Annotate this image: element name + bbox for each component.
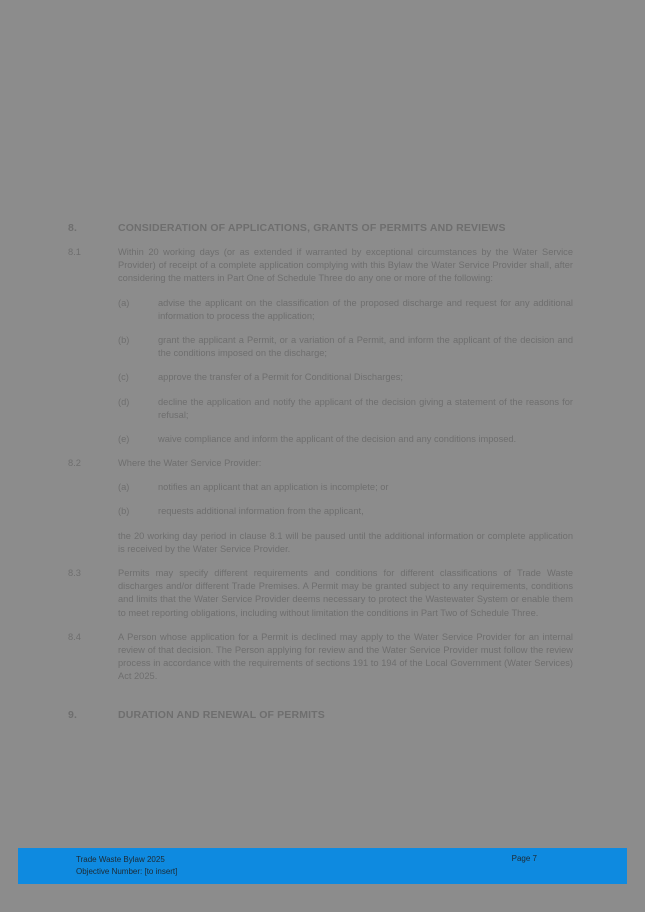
footer-inner xyxy=(18,848,627,884)
subclause-text: grant the applicant a Permit, or a variation of a Permit, and inform the applicant of the decision and the conditions imposed on the discharge; xyxy=(158,334,573,359)
subclause-text: decline the application and notify the applicant of the decision giving a statement of the reasons for refusal; xyxy=(158,396,573,420)
section-heading-8 xyxy=(68,222,573,234)
subclause-label: (a) xyxy=(118,297,130,308)
subclause-label: (c) xyxy=(118,372,129,383)
section-spacer xyxy=(68,695,573,709)
footer-page-number: Page 7 xyxy=(511,854,537,863)
subclause-8-2-b xyxy=(68,505,573,518)
footer-objective-number: Objective Number: [to insert] xyxy=(76,866,178,876)
section-heading-9 xyxy=(68,709,573,721)
subclause-8-2-a xyxy=(68,481,573,494)
subclause-text: advise the applicant on the classification of the proposed discharge and request for any additional information to process the application; xyxy=(158,297,573,321)
clause-8-2 xyxy=(68,457,573,470)
clause-text: Within 20 working days (or as extended if warranted by exceptional circumstances by the Water Service Provider) of receipt of a complete application complying with this Bylaw the Water Service Provider shall, after considering the matters in Part One of Schedule Three do any one or more of the following: xyxy=(118,247,573,284)
page-footer xyxy=(18,848,627,884)
subclause-label: (a) xyxy=(118,482,130,493)
clause-8-1 xyxy=(68,246,573,286)
document-body xyxy=(68,222,573,733)
subclause-8-1-b xyxy=(68,334,573,360)
section-title-text: CONSIDERATION OF APPLICATIONS, GRANTS OF PERMITS AND REVIEWS xyxy=(118,222,506,234)
clause-text: Where the Water Service Provider: xyxy=(118,458,262,469)
subclause-8-1-a xyxy=(68,297,573,323)
footer-title: Trade Waste Bylaw 2025 xyxy=(76,855,165,864)
subclause-label: (b) xyxy=(118,506,130,517)
subclause-8-1-d xyxy=(68,396,573,422)
clause-text: Permits may specify different requirements and conditions for different classifications of Trade Waste discharges and/or different Trade Premises. A Permit may be granted subject to any requirements, conditions and limits that the Water Service Provider deems necessary to protect the Wastewater System or enable them to meet reporting obligations, including without limitation the conditions in Part Two of Schedule Three. xyxy=(118,568,573,618)
subclause-text: waive compliance and inform the applicant of the decision and any conditions imposed. xyxy=(158,433,517,444)
clause-number: 8.1 xyxy=(68,247,81,257)
subclause-8-1-c xyxy=(68,371,573,384)
subclause-8-1-e xyxy=(68,433,573,446)
clause-text: A Person whose application for a Permit is declined may apply to the Water Service Provider for an internal review of that decision. The Person applying for review and the Water Service Provider must follow the review process in accordance with the requirements of sections 191 to 194 of the Local Government (Water Services) Act 2025. xyxy=(118,631,573,682)
clause-number: 8.4 xyxy=(68,631,81,642)
clause-8-4 xyxy=(68,631,573,684)
clause-number: 8.3 xyxy=(68,568,81,578)
subclause-label: (d) xyxy=(118,396,130,407)
subclause-label: (e) xyxy=(118,433,130,444)
footer-document-info xyxy=(76,854,177,877)
subclause-text: requests additional information from the applicant, xyxy=(158,506,364,517)
section-number: 8. xyxy=(68,222,78,234)
clause-8-2-tail: the 20 working day period in clause 8.1 will be paused until the additional information or complete application is received by the Water Service Provider. xyxy=(118,530,573,554)
clause-number: 8.2 xyxy=(68,458,81,469)
subclause-label: (b) xyxy=(118,334,130,345)
subclause-text: approve the transfer of a Permit for Conditional Discharges; xyxy=(158,372,403,383)
section-title-text: DURATION AND RENEWAL OF PERMITS xyxy=(118,708,325,721)
section-number: 9. xyxy=(68,708,78,721)
subclause-text: notifies an applicant that an application is incomplete; or xyxy=(158,482,389,493)
clause-8-3 xyxy=(68,567,573,620)
